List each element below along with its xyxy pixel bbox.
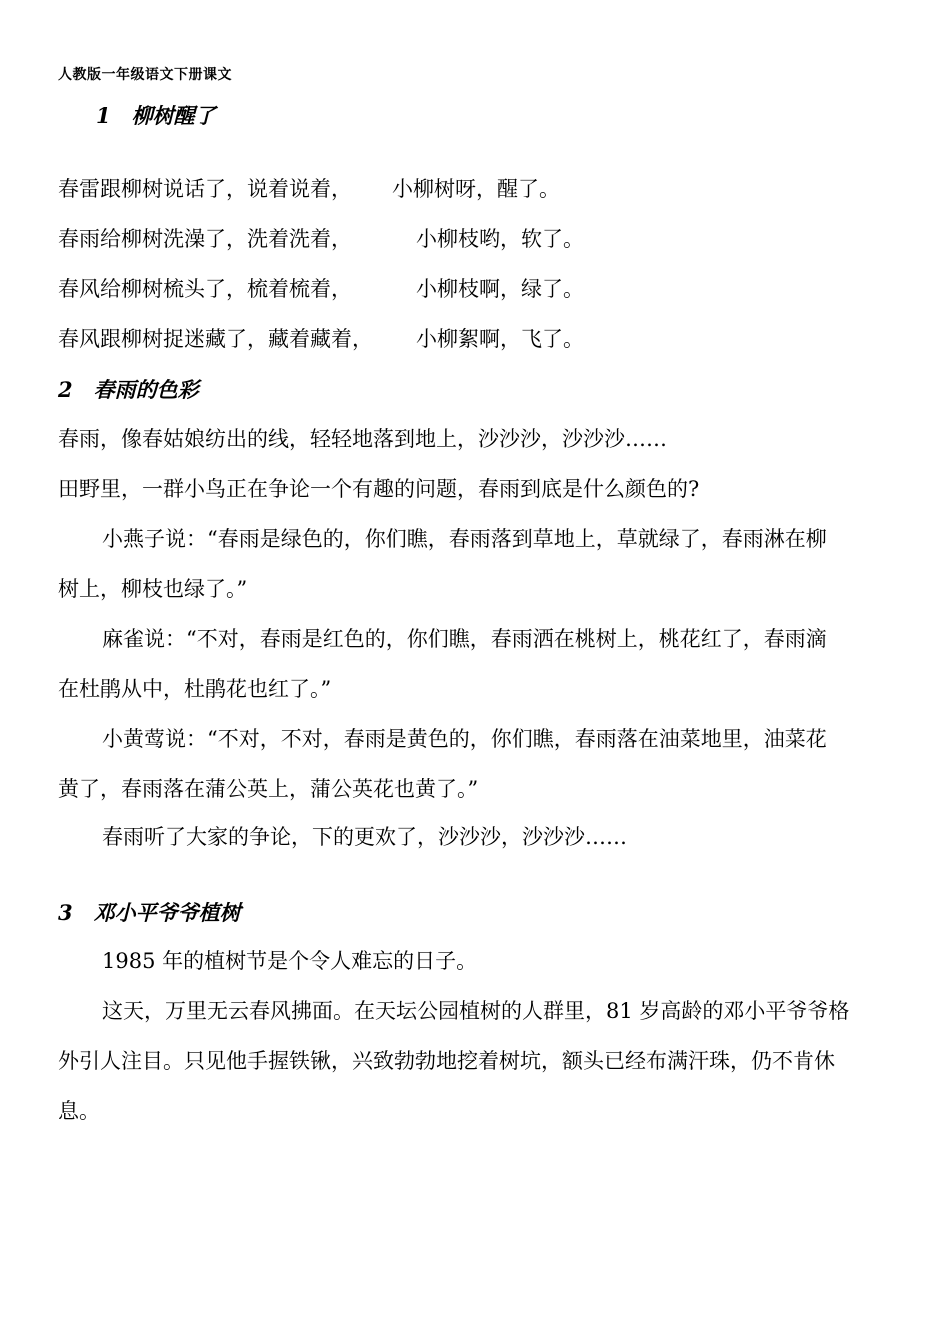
poem-line-right: 小柳枝啊，绿了。 — [416, 277, 584, 301]
poem-line-left: 春风跟柳树捉迷藏了，藏着藏着， — [58, 327, 373, 351]
paragraph-line: 树上，柳枝也绿了。” — [58, 577, 248, 601]
lesson-1-title: 1 柳树醒了 — [96, 103, 216, 128]
paragraph-line: 田野里，一群小鸟正在争论一个有趣的问题，春雨到底是什么颜色的? — [58, 477, 700, 501]
paragraph-line: 在杜鹃从中，杜鹃花也红了。” — [58, 677, 332, 701]
lesson-2-title: 2 春雨的色彩 — [58, 377, 199, 402]
lesson-3-title: 3 邓小平爷爷植树 — [58, 900, 241, 925]
paragraph-line: 外引人注目。只见他手握铁锹，兴致勃勃地挖着树坑，额头已经布满汗珠，仍不肯休 — [58, 1049, 835, 1073]
poem-line-right: 小柳絮啊，飞了。 — [416, 327, 584, 351]
paragraph-line: 春雨，像春姑娘纺出的线，轻轻地落到地上，沙沙沙，沙沙沙…… — [58, 427, 667, 451]
paragraph-line: 小黄莺说：“不对，不对，春雨是黄色的，你们瞧，春雨落在油菜地里，油菜花 — [102, 727, 827, 751]
poem-line-left: 春风给柳树梳头了，梳着梳着， — [58, 277, 352, 301]
paragraph-line: 这天，万里无云春风拂面。在天坛公园植树的人群里，81 岁高龄的邓小平爷爷格 — [102, 999, 850, 1023]
paragraph-line: 小燕子说：“春雨是绿色的，你们瞧，春雨落到草地上，草就绿了，春雨淋在柳 — [102, 527, 827, 551]
paragraph-line: 春雨听了大家的争论，下的更欢了，沙沙沙，沙沙沙…… — [102, 825, 627, 849]
document-header: 人教版一年级语文下册课文 — [58, 67, 232, 83]
poem-line-right: 小柳枝哟，软了。 — [416, 227, 584, 251]
poem-line-right: 小柳树呀，醒了。 — [392, 177, 560, 201]
paragraph-line: 息。 — [58, 1099, 100, 1123]
paragraph-line: 麻雀说：“不对，春雨是红色的，你们瞧，春雨洒在桃树上，桃花红了，春雨滴 — [102, 627, 827, 651]
poem-line-left: 春雷跟柳树说话了，说着说着， — [58, 177, 352, 201]
paragraph-line: 黄了，春雨落在蒲公英上，蒲公英花也黄了。” — [58, 777, 479, 801]
poem-line-left: 春雨给柳树洗澡了，洗着洗着， — [58, 227, 352, 251]
paragraph-line: 1985 年的植树节是个令人难忘的日子。 — [102, 949, 478, 973]
